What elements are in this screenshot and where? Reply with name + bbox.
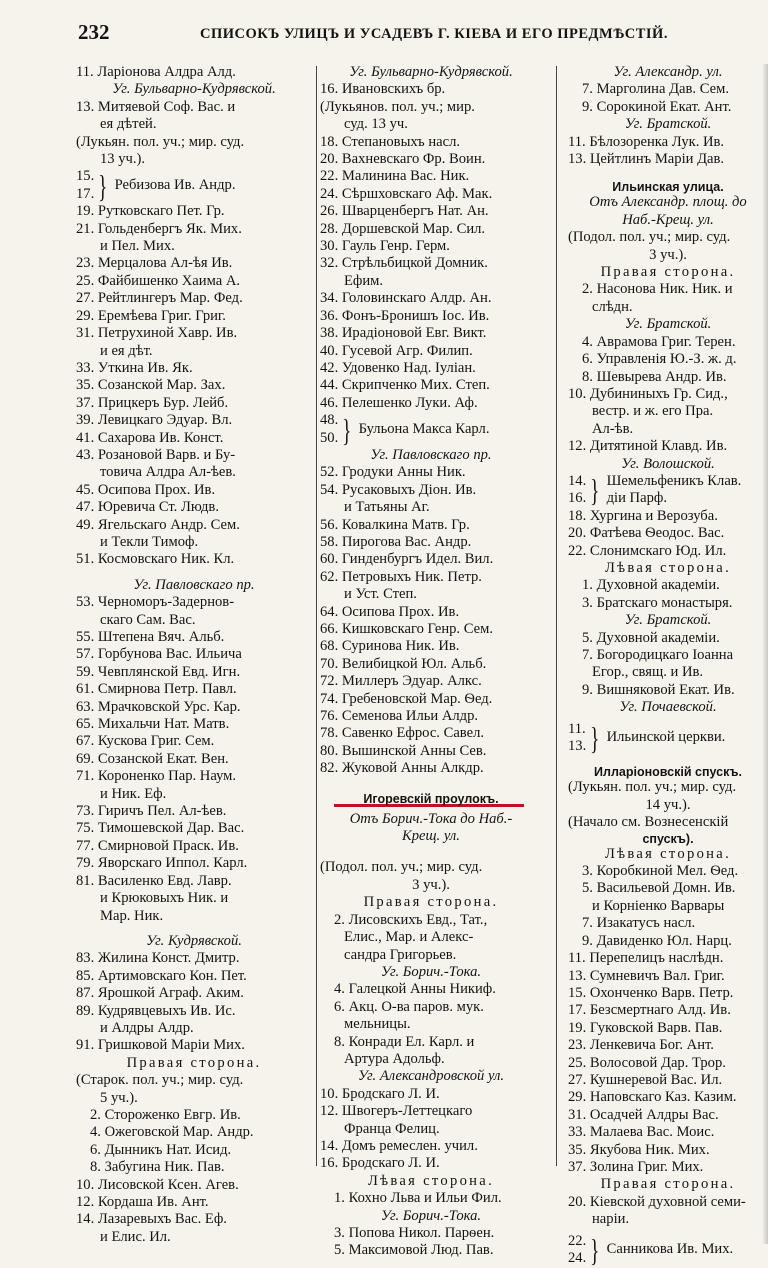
list-item: 23. Мерцалова Ал-ѣя Ив.	[76, 255, 233, 272]
side-heading: Правая сторона.	[363, 894, 499, 911]
list-item-cont: ея дѣтей.	[100, 116, 157, 133]
list-item: 12. Дитятиной Клавд. Ив.	[568, 438, 728, 455]
list-item: Шемельфеникъ Клав.	[606, 472, 742, 489]
corner-heading: Уг. Александр. ул.	[613, 64, 723, 80]
list-item: 33. Малаева Вас. Моис.	[568, 1124, 715, 1141]
list-item: 68. Суринова Ник. Ив.	[320, 638, 460, 655]
list-item: 40. Гусевой Агр. Филип.	[320, 342, 473, 359]
list-item: 3. Попова Никол. Парѳен.	[334, 1225, 495, 1241]
district-note: (Лукьянов. пол. уч.; мир.	[320, 98, 475, 115]
side-heading: Лѣвая сторона.	[367, 1172, 495, 1189]
list-item: 75. Тимошевской Дар. Вас.	[76, 820, 245, 837]
page-edge-shadow	[762, 64, 768, 1244]
house-number: 17.	[76, 185, 95, 202]
list-item-cont: наріи.	[592, 1211, 630, 1228]
list-item: 35. Якубова Ник. Мих.	[568, 1141, 710, 1158]
page-number: 232	[78, 20, 110, 44]
brace-entry	[568, 473, 768, 508]
list-item-cont: и Татьяны Аг.	[344, 499, 430, 516]
side-heading: Правая сторона.	[126, 1054, 262, 1071]
list-item: 70. Велибицкой Юл. Альб.	[320, 655, 487, 672]
list-item: 44. Скрипченко Мих. Степ.	[320, 377, 490, 394]
list-item: 29. Наповскаго Каз. Казим.	[568, 1089, 737, 1106]
list-item: 16. Бродскаго Л. И.	[320, 1155, 440, 1172]
list-item: 9. Сорокиной Екат. Ант.	[582, 98, 732, 115]
list-item: 6. Дынникъ Нат. Исид.	[90, 1141, 232, 1158]
brace-entry	[320, 412, 542, 447]
list-item: 13. Цейтлинъ Маріи Дав.	[568, 151, 725, 168]
list-item: 9. Вишняковой Екат. Ив.	[582, 681, 735, 698]
list-item: 7. Богородицкаго Іоанна	[582, 647, 734, 663]
house-number: 24.	[568, 1250, 587, 1266]
list-item-cont: и ея дѣт.	[100, 342, 153, 359]
list-item-cont: Ал-ѣв.	[592, 420, 634, 437]
corner-heading: Уг. Павловскаго пр.	[133, 576, 255, 593]
list-item-cont: скаго Сам. Вас.	[100, 611, 196, 628]
list-item: 7. Марголина Дав. Сем.	[582, 81, 729, 98]
corner-heading: Уг. Павловскаго пр.	[370, 446, 492, 463]
list-item: 2. Лисовскихъ Евд., Тат.,	[334, 911, 488, 928]
column-divider	[316, 66, 317, 1166]
corner-heading: Уг. Братской.	[624, 612, 712, 629]
list-item-cont: слѣдн.	[592, 298, 633, 315]
list-item: 14. Лазаревыхъ Вас. Еф.	[76, 1211, 227, 1228]
list-item-cont: діи Парф.	[606, 490, 667, 507]
running-title: СПИСОКЪ УЛИЦЪ И УСАДЕВЪ Г. КІЕВА И ЕГО ПРЕДМѢСТІЙ.	[200, 26, 668, 42]
list-item: 32. Стрѣльбицкой Домник.	[320, 255, 488, 272]
list-item: 45. Осипова Прох. Ив.	[76, 481, 216, 498]
corner-heading: Уг. Волошской.	[621, 455, 715, 472]
list-item: 52. Гродуки Анны Ник.	[320, 464, 466, 481]
list-item: 2. Стороженко Евгр. Ив.	[90, 1106, 241, 1123]
list-item: 76. Семенова Ильи Алдр.	[320, 708, 479, 725]
list-item: 63. Мрачковской Урс. Кар.	[76, 698, 241, 715]
list-item-cont: Мар. Ник.	[100, 907, 164, 924]
list-item: 18. Хургина и Верозуба.	[568, 507, 718, 524]
district-note: (Старок. пол. уч.; мир. суд.	[76, 1072, 244, 1089]
list-item: 43. Розановой Варв. и Бу-	[76, 446, 236, 463]
list-item: 4. Ожеговской Мар. Андр.	[90, 1124, 254, 1141]
list-item: 3. Коробкиной Мел. Ѳед.	[582, 863, 739, 880]
list-item: 58. Пирогова Вас. Андр.	[320, 533, 472, 550]
list-item: 8. Шевырева Андр. Ив.	[582, 368, 727, 385]
list-item-cont: и Ник. Еф.	[100, 785, 167, 802]
list-item: 11. Бѣлозоренка Лук. Ив.	[568, 133, 725, 150]
list-item-cont: мельницы.	[344, 1016, 411, 1033]
list-item: 10. Лисовской Ксен. Агев.	[76, 1176, 239, 1193]
list-item: 19. Гуковской Варв. Пав.	[568, 1019, 723, 1036]
street-extent: Наб.-Крещ. ул.	[622, 211, 714, 228]
list-item: 15. Охонченко Варв. Петр.	[568, 984, 734, 1001]
list-item-cont: Ефим.	[344, 272, 384, 289]
house-number: 48.	[320, 412, 339, 429]
list-item: 14. Домъ ремеслен. учил.	[320, 1137, 478, 1154]
list-item: Ильинской церкви.	[606, 729, 726, 746]
house-number: 14.	[568, 472, 587, 489]
side-heading: Правая сторона.	[600, 1176, 736, 1193]
list-item: 31. Осадчей Алдры Вас.	[568, 1106, 719, 1123]
list-item: 67. Кускова Григ. Сем.	[76, 733, 215, 750]
cross-reference: (Начало см. Вознесенскій	[568, 814, 729, 831]
corner-heading: Уг. Бульварно-Кудрявской.	[112, 81, 276, 98]
list-item: 60. Гинденбургъ Идел. Вил.	[320, 551, 494, 568]
house-number: 13.	[568, 738, 587, 755]
street-title: Игоревскій проулокъ.	[363, 791, 499, 806]
list-item: 19. Рутковскаго Пет. Гр.	[76, 203, 225, 220]
list-item: 18. Степановыхъ насл.	[320, 133, 461, 150]
list-item-cont: и Корніенко Варвары	[592, 897, 725, 914]
list-item: 49. Ягельскаго Андр. Сем.	[76, 516, 240, 533]
street-extent: Отъ Борич.-Тока до Наб.-	[349, 810, 513, 827]
corner-heading: Уг. Александровской ул.	[357, 1068, 505, 1085]
list-item: Бульона Макса Карл.	[358, 420, 490, 437]
list-item: 79. Яворскаго Иппол. Карл.	[76, 855, 248, 872]
list-item: 83. Жилина Конст. Дмитр.	[76, 950, 240, 967]
list-item: 13. Сумневичъ Вал. Григ.	[568, 967, 725, 984]
list-item: 20. Вахневскаго Фр. Воин.	[320, 151, 486, 168]
list-item-cont: и Елис. Ил.	[100, 1228, 171, 1245]
list-item: 7. Изакатусъ насл.	[582, 915, 696, 932]
list-item: 21. Гольденбергъ Як. Мих.	[76, 220, 242, 237]
list-item: 25. Волосовой Дар. Трор.	[568, 1054, 726, 1071]
corner-heading: Уг. Почаевской.	[619, 699, 717, 716]
list-item: 89. Кудрявцевыхъ Ив. Ис.	[76, 1002, 236, 1019]
corner-heading: Уг. Братской.	[624, 116, 712, 133]
brace-icon: }	[590, 472, 600, 509]
brace-entry	[568, 721, 768, 756]
list-item: 38. Ирадіоновой Евг. Викт.	[320, 325, 487, 342]
list-item: 5. Максимовой Люд. Пав.	[334, 1242, 494, 1259]
list-item: 57. Горбунова Вас. Ильича	[76, 646, 242, 663]
side-heading: Лѣвая сторона.	[604, 559, 732, 576]
list-item: 27. Кушнеревой Вас. Ил.	[568, 1071, 723, 1088]
corner-heading: Уг. Борич.-Тока.	[380, 963, 482, 980]
district-note: 3 уч.).	[412, 876, 450, 893]
list-item: 80. Вышинской Анны Сев.	[320, 742, 487, 759]
brace-icon: }	[342, 411, 352, 448]
house-number: 15.	[76, 168, 95, 185]
list-item: 22. Слонимскаго Юд. Ил.	[568, 542, 727, 559]
list-item: 28. Доршевской Мар. Сил.	[320, 220, 486, 237]
street-extent: Отъ Александр. площ. до	[589, 194, 747, 211]
list-item: 33. Уткина Ив. Як.	[76, 359, 193, 376]
list-item: 87. Ярошкой Аграф. Аким.	[76, 985, 244, 1002]
list-item: 77. Смирновой Праск. Ив.	[76, 837, 239, 854]
list-item-cont: сандра Григорьев.	[344, 946, 457, 963]
column-left	[76, 64, 312, 1244]
list-item: 27. Рейтлингеръ Мар. Фед.	[76, 290, 243, 307]
list-item: 11. Ларіонова Алдра Алд.	[76, 64, 236, 80]
column-right	[568, 64, 768, 1268]
list-item: 25. Файбишенко Хаима А.	[76, 272, 241, 289]
list-item-cont: Артура Адольф.	[344, 1050, 445, 1067]
list-item: 31. Петрухиной Хавр. Ив.	[76, 325, 238, 342]
list-item-cont: и Пел. Мих.	[100, 238, 175, 255]
street-title: Ильинская улица.	[612, 180, 724, 195]
house-number: 50.	[320, 429, 339, 446]
column-middle	[320, 64, 542, 1259]
list-item: 24. Сѣршховскаго Аф. Мак.	[320, 185, 493, 202]
list-item: 2. Насонова Ник. Ник. и	[582, 281, 733, 298]
list-item: 9. Давиденко Юл. Нарц.	[582, 932, 732, 949]
list-item: 64. Осипова Прох. Ив.	[320, 603, 460, 620]
list-item: 55. Штепена Вяч. Альб.	[76, 629, 225, 645]
list-item: 34. Головинскаго Алдр. Ан.	[320, 290, 492, 307]
list-item: 13. Митяевой Соф. Вас. и	[76, 98, 236, 115]
list-item-cont: и Крюковыхъ Ник. и	[100, 890, 229, 907]
district-note: 14 уч.).	[645, 796, 691, 813]
list-item: 10. Дубининыхъ Гр. Сид.,	[568, 385, 728, 402]
list-item: 46. Пелешенко Луки. Аф.	[320, 394, 478, 411]
list-item: 5. Духовной академіи.	[582, 629, 720, 646]
list-item-cont: товича Алдра Ал-ѣев.	[100, 464, 236, 481]
list-item: 29. Еремѣева Григ. Григ.	[76, 307, 226, 324]
brace-icon: }	[590, 1232, 600, 1268]
list-item: 12. Кордаша Ив. Ант.	[76, 1194, 209, 1210]
list-item: 85. Артимовскаго Кон. Пет.	[76, 967, 247, 984]
list-item-cont: вестр. и ж. его Пра.	[592, 403, 714, 420]
column-divider	[556, 66, 557, 1166]
list-item: 8. Конради Ел. Карл. и	[334, 1033, 475, 1050]
list-item: 62. Петровыхъ Ник. Петр.	[320, 568, 482, 585]
list-item: 42. Удовенко Над. Іуліан.	[320, 359, 476, 376]
corner-heading: Уг. Братской.	[624, 316, 712, 333]
brace-icon: }	[98, 167, 108, 204]
list-item: Ребизова Ив. Андр.	[114, 177, 236, 194]
list-item: 16. Ивановскихъ бр.	[320, 81, 446, 98]
list-item: 3. Братскаго монастыря.	[582, 594, 733, 611]
district-note: 3 уч.).	[649, 246, 687, 263]
list-item: 91. Гришковой Маріи Мих.	[76, 1037, 245, 1054]
list-item: 59. Чевплянской Евд. Игн.	[76, 663, 241, 680]
list-item: 11. Перепелицъ наслѣдн.	[568, 950, 724, 967]
list-item: 78. Савенко Ефрос. Савел.	[320, 725, 485, 742]
street-extent: Крещ. ул.	[402, 828, 460, 845]
list-item: 39. Левицкаго Эдуар. Вл.	[76, 412, 233, 429]
list-item-cont: Елис., Мар. и Алекс-	[344, 929, 474, 946]
list-item: 73. Гиричъ Пел. Ал-ѣев.	[76, 803, 227, 820]
list-item: 53. Черноморъ-Задернов-	[76, 594, 235, 611]
district-note: (Лукьян. пол. уч.; мир. суд.	[568, 779, 737, 796]
brace-icon: }	[590, 720, 600, 757]
corner-heading: Уг. Борич.-Тока.	[380, 1207, 482, 1224]
list-item: 8. Забугина Ник. Пав.	[90, 1159, 225, 1176]
list-item: 6. Акц. О-ва паров. мук.	[334, 998, 484, 1015]
corner-heading: Уг. Бульварно-Кудрявской.	[349, 64, 513, 80]
district-note: (Подол. пол. уч.; мир. суд.	[320, 859, 483, 876]
list-item: 5. Васильевой Домн. Ив.	[582, 880, 736, 897]
list-item: 47. Юревича Ст. Людв.	[76, 499, 219, 516]
street-title: Илларіоновскій спускъ.	[594, 765, 742, 780]
district-note: суд. 13 уч.	[344, 116, 408, 133]
list-item: 69. Созанской Екат. Вен.	[76, 750, 229, 767]
list-item: 36. Фонъ-Бронишъ Іос. Ив.	[320, 307, 490, 324]
list-item: 65. Михальчи Нат. Матв.	[76, 716, 230, 733]
list-item: 66. Кишковскаго Генр. Сем.	[320, 621, 493, 637]
list-item: 35. Созанской Мар. Зах.	[76, 377, 226, 394]
list-item-cont: и Уст. Степ.	[344, 586, 417, 603]
list-item: 30. Гауль Генр. Герм.	[320, 238, 450, 255]
district-note: (Подол. пол. уч.; мир. суд.	[568, 229, 731, 246]
list-item: 37. Прицкеръ Бур. Лейб.	[76, 394, 229, 411]
list-item: 74. Гребеновской Мар. Ѳед.	[320, 690, 493, 707]
district-note: 13 уч.).	[100, 151, 146, 168]
side-heading: Правая сторона.	[600, 264, 736, 281]
list-item: 51. Космовскаго Ник. Кл.	[76, 551, 235, 568]
list-item: Санникова Ив. Мих.	[606, 1241, 734, 1258]
list-item-cont: и Алдры Алдр.	[100, 1019, 194, 1036]
list-item: 41. Сахарова Ив. Конст.	[76, 429, 224, 446]
list-item: 61. Смирнова Петр. Павл.	[76, 681, 237, 698]
list-item: 54. Русаковыхъ Діон. Ив.	[320, 481, 477, 498]
list-item: 4. Аврамова Григ. Терен.	[582, 333, 736, 350]
list-item-cont: и Текли Тимоф.	[100, 533, 199, 550]
list-item: 56. Ковалкина Матв. Гр.	[320, 516, 470, 533]
list-item-cont: Егор., свящ. и Ив.	[592, 664, 704, 681]
list-item: 71. Короненко Пар. Наум.	[76, 768, 237, 785]
list-item: 6. Управленія Ю.-З. ж. д.	[582, 351, 737, 368]
house-number: 16.	[568, 490, 587, 507]
list-item: 1. Кохно Льва и Ильи Фил.	[334, 1190, 502, 1207]
list-item: 81. Василенко Евд. Лавр.	[76, 872, 232, 889]
cross-reference: спускъ).	[642, 831, 694, 846]
list-item: 22. Малинина Вас. Ник.	[320, 168, 470, 185]
list-item: 4. Галецкой Анны Никиф.	[334, 981, 496, 998]
house-number: 22.	[568, 1232, 587, 1249]
brace-entry	[568, 1233, 768, 1268]
list-item: 12. Швогеръ-Леттецкаго	[320, 1103, 473, 1120]
page-header	[0, 14, 768, 54]
list-item: 37. Золина Григ. Мих.	[568, 1158, 704, 1175]
brace-entry	[76, 168, 312, 203]
side-heading: Лѣвая сторона.	[604, 845, 732, 862]
list-item: 26. Шварценбергъ Нат. Ан.	[320, 203, 489, 220]
list-item: 20. Кіевской духовной семи-	[568, 1193, 746, 1210]
district-note: (Лукьян. пол. уч.; мир. суд.	[76, 133, 245, 150]
list-item: 1. Духовной академіи.	[582, 577, 720, 594]
list-item: 17. Безсмертнаго Алд. Ив.	[568, 1002, 731, 1019]
list-item: 20. Фатѣева Ѳеодос. Вас.	[568, 525, 725, 542]
list-item: 10. Бродскаго Л. И.	[320, 1085, 440, 1102]
house-number: 11.	[568, 720, 586, 737]
corner-heading: Уг. Кудрявской.	[146, 932, 242, 949]
list-item: 82. Жуковой Анны Алкдр.	[320, 760, 484, 777]
district-note: 5 уч.).	[100, 1089, 138, 1106]
list-item: 23. Ленкевича Бог. Ант.	[568, 1037, 714, 1054]
list-item-cont: Франца Фелиц.	[344, 1120, 440, 1137]
list-item: 72. Миллеръ Эдуар. Алкс.	[320, 673, 482, 690]
